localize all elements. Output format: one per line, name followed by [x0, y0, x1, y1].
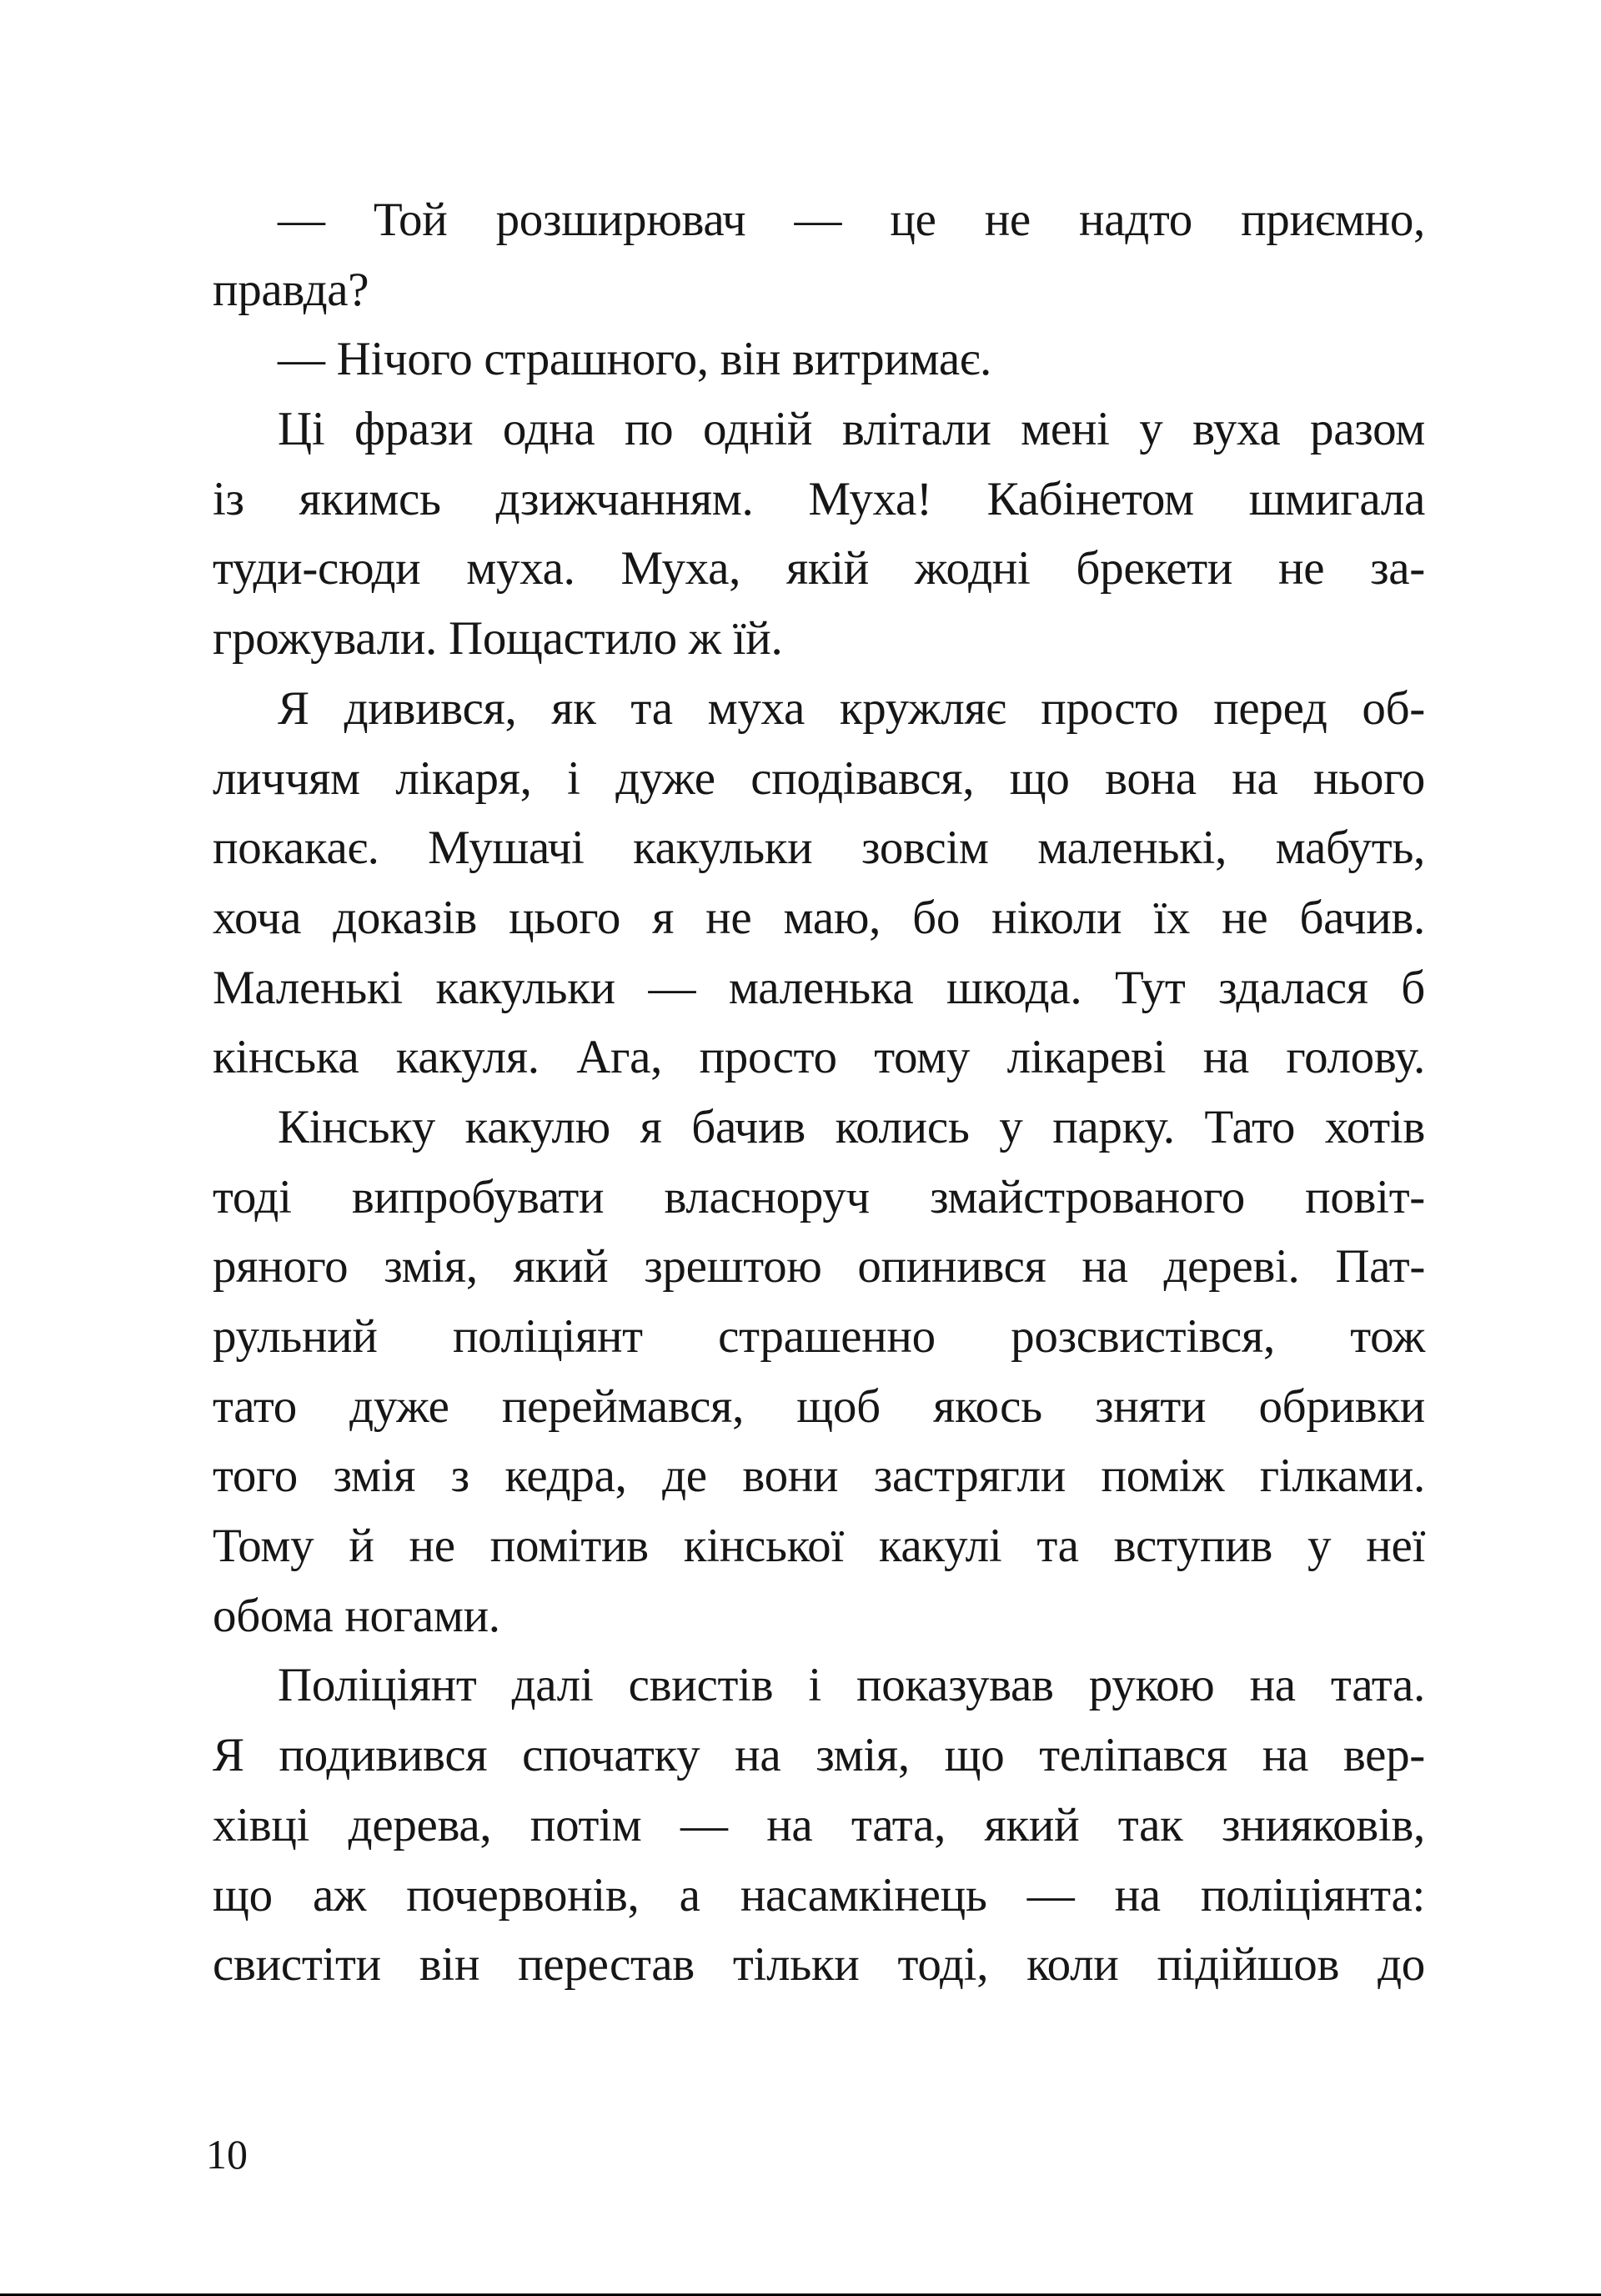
text-line: Кінську какулю я бачив колись у парку. Тато хотів [278, 1100, 1425, 1153]
text-line: рульний поліціянт страшенно розсвистівся, тож [213, 1310, 1425, 1363]
text-line: правда? [213, 263, 369, 316]
text-line: Тому й не помітив кінської какулі та вступив у неї [213, 1520, 1425, 1573]
text-line: Я подивився спочатку на змія, що теліпався на вер- [213, 1729, 1425, 1782]
text-line: того змія з кедра, де вони застрягли поміж гілками. [213, 1449, 1425, 1503]
text-line: кінська какуля. Ага, просто тому лікареві на голову. [213, 1031, 1425, 1084]
page-number: 10 [206, 2131, 248, 2178]
text-line: ряного змія, який зрештою опинився на дереві. Пат- [213, 1240, 1425, 1294]
text-line: Ці фрази одна по одній влітали мені у вуха разом [278, 403, 1425, 456]
text-line: хівці дерева, потім — на тата, який так знияковів, [213, 1798, 1425, 1851]
text-line: туди-сюди муха. Муха, якій жодні брекети не за- [213, 542, 1425, 595]
text-line: личчям лікаря, і дуже сподівався, що вона на нього [213, 751, 1425, 805]
text-line: грожували. Пощастило ж їй. [213, 612, 783, 666]
text-line: Поліціянт далі свистів і показував рукою на тата. [278, 1659, 1425, 1712]
text-line: що аж почервонів, а насамкінець — на поліціянта: [213, 1868, 1425, 1922]
text-line: Я дивився, як та муха кружляє просто перед об- [278, 681, 1425, 735]
text-line: хоча доказів цього я не маю, бо ніколи їх не бачив. [213, 891, 1425, 944]
text-line: із якимсь дзижчанням. Муха! Кабінетом шмигала [213, 472, 1425, 525]
body-text [213, 185, 1425, 2000]
text-line: покакає. Мушачі какульки зовсім маленькі, мабуть, [213, 821, 1425, 875]
text-line: тоді випробувати власноруч змайстрованого повіт- [213, 1170, 1425, 1223]
text-line: тато дуже переймався, щоб якось зняти обривки [213, 1379, 1425, 1433]
text-line: — Той розширювач — це не надто приємно, [278, 193, 1425, 246]
text-line: — Нічого страшного, він витримає. [278, 333, 992, 386]
text-line: Маленькі какульки — маленька шкода. Тут здалася б [213, 961, 1425, 1014]
text-line: обома ногами. [213, 1589, 500, 1642]
text-line: свистіти він перестав тільки тоді, коли підійшов до [213, 1938, 1425, 1992]
